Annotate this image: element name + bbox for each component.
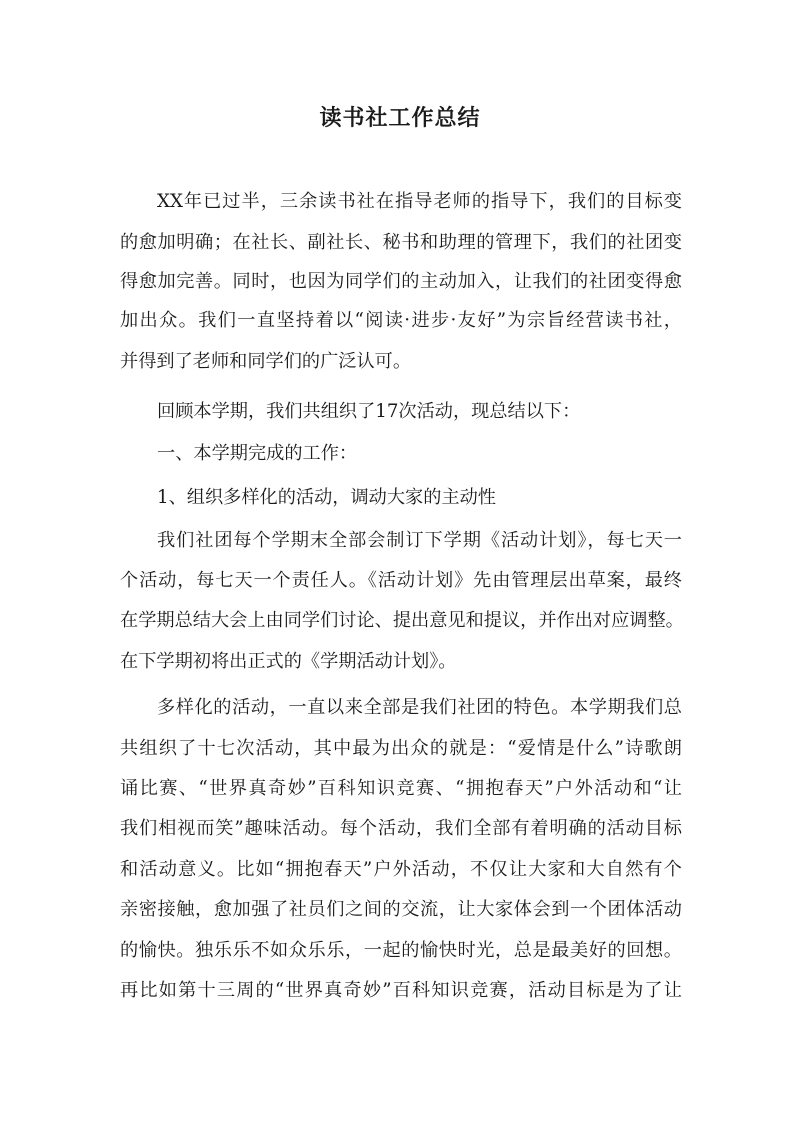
paragraph-line: 在下学期初将出正式的《学期活动计划》。 xyxy=(120,651,457,672)
subsection-heading: 1、组织多样化的活动，调动大家的主动性 xyxy=(157,487,496,508)
paragraph-line: 并得到了老师和同学们的广泛认可。 xyxy=(120,351,412,372)
paragraph-line: 和活动意义。比如“拥抱春天”户外活动，不仅让大家和大自然有个 xyxy=(120,859,682,880)
section-heading: 一、本学期完成的工作： xyxy=(157,443,358,464)
paragraph-line: 个活动，每七天一个责任人。《活动计划》先由管理层出草案，最终 xyxy=(120,570,682,591)
paragraph-line: 回顾本学期，我们共组织了17次活动，现总结以下： xyxy=(157,401,581,422)
paragraph-line: 多样化的活动，一直以来全部是我们社团的特色。本学期我们总 xyxy=(157,697,682,718)
paragraph-line: 共组织了十七次活动，其中最为出众的就是：“爱情是什么”诗歌朗 xyxy=(120,738,682,759)
paragraph-line: 诵比赛、“世界真奇妙”百科知识竞赛、“拥抱春天”户外活动和“让 xyxy=(120,778,682,799)
paragraph-line: XX年已过半，三余读书社在指导老师的指导下，我们的目标变 xyxy=(157,191,682,212)
paragraph-line: 我们相视而笑”趣味活动。每个活动，我们全部有着明确的活动目标 xyxy=(120,818,682,839)
paragraph-line: 我们社团每个学期末全部会制订下学期《活动计划》，每七天一 xyxy=(157,530,682,551)
paragraph-line: 再比如第十三周的“世界真奇妙”百科知识竞赛，活动目标是为了让 xyxy=(120,980,682,1001)
paragraph-line: 得愈加完善。同时，也因为同学们的主动加入，让我们的社团变得愈 xyxy=(120,271,682,292)
paragraph-line: 加出众。我们一直坚持着以“阅读·进步·友好”为宗旨经营读书社， xyxy=(120,310,682,331)
document-title: 读书社工作总结 xyxy=(319,105,481,131)
paragraph-line: 在学期总结大会上由同学们讨论、提出意见和提议，并作出对应调整。 xyxy=(120,610,684,631)
paragraph-line: 的愈加明确；在社长、副社长、秘书和助理的管理下，我们的社团变 xyxy=(120,232,682,253)
paragraph-line: 的愉快。独乐乐不如众乐乐，一起的愉快时光，总是最美好的回想。 xyxy=(120,940,682,961)
paragraph-line: 亲密接触，愈加强了社员们之间的交流，让大家体会到一个团体活动 xyxy=(120,899,682,920)
